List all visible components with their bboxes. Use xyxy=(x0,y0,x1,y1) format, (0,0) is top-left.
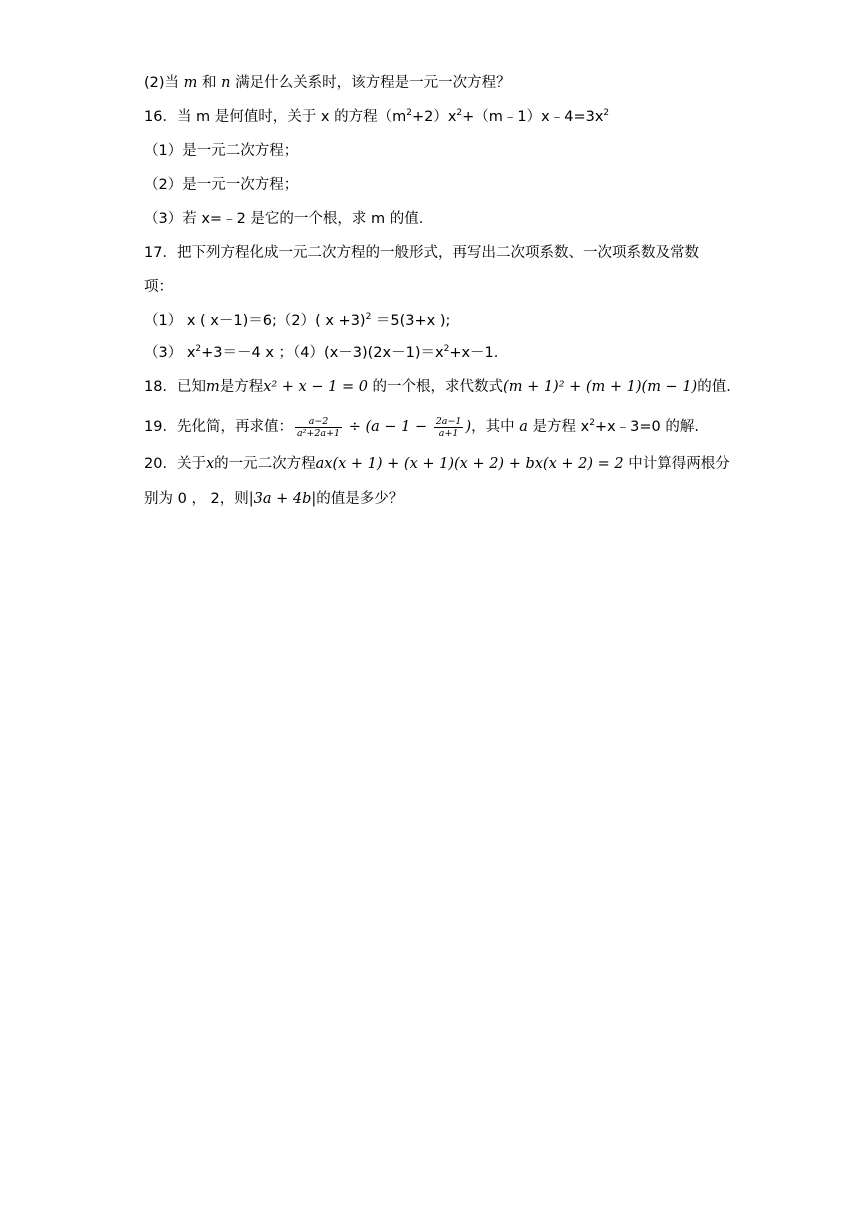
q18: 18．已知m是方程x² + x − 1 = 0 的一个根，求代数式(m + 1)² + (m + 1)(m − 1)的值. xyxy=(144,379,731,395)
q15-part2: (2)当 m 和 n 满足什么关系时，该方程是一元一次方程？ xyxy=(144,75,511,91)
fraction-1: $\frac{a-2}{\text{a²+2a+1}}$ xyxy=(296,415,341,439)
q16-sub2: （2）是一元一次方程； xyxy=(144,177,299,193)
q16-sub3: （3）若 x=﹣2 是它的一个根，求 m 的值. xyxy=(144,211,424,227)
q16-stem: 16．当 m 是何值时，关于 x 的方程$(m^2+2)x^2+(m﹣1)x﹣4=3x^2$ xyxy=(144,108,610,125)
q20-line2: 别为 0 ， 2，则|3a + 4b|的值是多少？ xyxy=(144,491,404,507)
q17-line1: （1） x ( x－1)＝6;（2）( x +3)$^2$ ＝5(3+x ); xyxy=(144,312,451,329)
q17-stem-line2: 项： xyxy=(144,279,173,295)
q20-line1: 20．关于x的一元二次方程ax(x + 1) + (x + 1)(x + 2) + bx(x + 2) = 2 中计算得两根分 xyxy=(144,456,730,472)
q17-stem-line1: 17．把下列方程化成一元二次方程的一般形式，再写出二次项系数、一次项系数及常数 xyxy=(144,245,699,261)
q17-line2: （3） $x^2+3=-4$ x ；$(4)(x-3)(2x-1)=x^2+x-1$. xyxy=(144,344,499,361)
q16-sub1: （1）是一元二次方程； xyxy=(144,143,299,159)
fraction-2: $\frac{2a-1}{a+1}$ xyxy=(435,415,462,439)
q19: 19．先化简，再求值： $\frac{a-2}{\text{a²+2a+1}}$ ÷ (a − 1 − $\frac{2a-1}{a+1}$ )，其中 a 是方程 $x^2+x﹣3=0$ 的解. xyxy=(144,415,700,439)
